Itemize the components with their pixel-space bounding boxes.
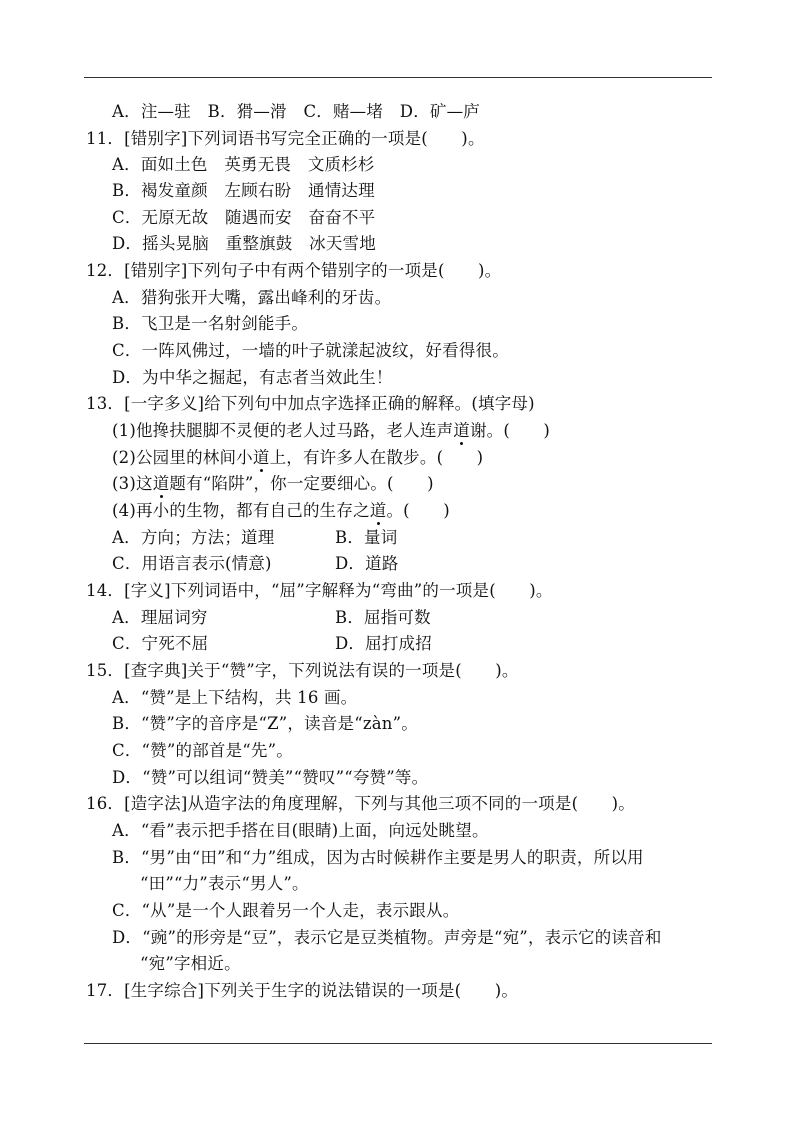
q13-s4-dotted-char: 道 bbox=[369, 501, 387, 520]
q13-s4-pre: (4)再小的生物，都有自己的生存之 bbox=[112, 501, 370, 520]
q13-s1-pre: (1)他搀扶腿脚不灵便的老人过马路，老人连声 bbox=[112, 421, 454, 440]
q13-s3-post: 题有“陷阱”，你一定要细心。( ) bbox=[169, 474, 434, 493]
q16-option-c: C．“从”是一个人跟着另一个人走，表示跟从。 bbox=[112, 901, 460, 920]
q11-option-c: C．无原无故 随遇而安 奋奋不平 bbox=[112, 208, 376, 227]
q15-option-d: D．“赞”可以组词“赞美”“赞叹”“夸赞”等。 bbox=[112, 768, 429, 787]
q12-option-a: A．猎狗张开大嘴，露出峰利的牙齿。 bbox=[112, 288, 392, 307]
q11-option-b: B．褐发童颜 左顾右盼 通情达理 bbox=[112, 181, 375, 200]
q13-sentence-1 bbox=[112, 420, 550, 442]
q16-option-d-line1: D．“豌”的形旁是“豆”，表示它是豆类植物。声旁是“宛”，表示它的读音和 bbox=[112, 928, 662, 947]
q14-option-b: B．屈指可数 bbox=[335, 608, 431, 627]
q13-s2-pre: (2)公园里的林间小 bbox=[112, 448, 253, 467]
q12-option-b: B．飞卫是一名射剑能手。 bbox=[112, 314, 309, 333]
q15-option-a: A．“赞”是上下结构，共 16 画。 bbox=[112, 688, 358, 707]
header-rule bbox=[84, 77, 712, 78]
q15-stem: 15．[查字典]关于“赞”字，下列说法有误的一项是( )。 bbox=[86, 661, 519, 680]
q11-stem: 11．[错别字]下列词语书写完全正确的一项是( )。 bbox=[86, 129, 485, 148]
q11-option-d: D．摇头晃脑 重整旗鼓 冰天雪地 bbox=[112, 234, 376, 253]
q13-s3-dotted-char: 道 bbox=[152, 474, 170, 493]
q14-option-d: D．屈打成招 bbox=[335, 634, 432, 653]
q13-stem: 13．[一字多义]给下列句中加点字选择正确的解释。(填字母) bbox=[86, 394, 535, 413]
q13-s1-post: 谢。( ) bbox=[469, 421, 551, 440]
q13-option-a: A．方向；方法；道理 bbox=[112, 528, 275, 547]
q13-option-c: C．用语言表示(情意) bbox=[112, 554, 272, 573]
q16-option-a: A．“看”表示把手搭在目(眼睛)上面，向远处眺望。 bbox=[112, 821, 489, 840]
q13-s2-post: 上，有许多人在散步。( ) bbox=[269, 448, 484, 467]
q13-sentence-2 bbox=[112, 447, 483, 469]
q13-s2-dotted-char: 道 bbox=[252, 448, 270, 467]
q14-option-c: C．宁死不屈 bbox=[112, 634, 209, 653]
q11-option-a: A．面如土色 英勇无畏 文质杉杉 bbox=[112, 155, 375, 174]
q17-stem: 17．[生字综合]下列关于生字的说法错误的一项是( )。 bbox=[86, 981, 519, 1000]
q13-s1-dotted-char: 道 bbox=[453, 421, 470, 440]
q13-option-d: D．道路 bbox=[335, 554, 399, 573]
q12-stem: 12．[错别字]下列句子中有两个错别字的一项是( )。 bbox=[86, 261, 502, 280]
q14-stem: 14．[字义]下列词语中，“屈”字解释为“弯曲”的一项是( )。 bbox=[86, 581, 553, 600]
q14-option-a: A．理屈词穷 bbox=[112, 608, 208, 627]
q13-s4-post: 。( ) bbox=[386, 501, 450, 520]
q10-options: A．注—驻 B．猾—滑 C．赌—堵 D．矿—庐 bbox=[112, 102, 480, 121]
q13-option-b: B．量词 bbox=[335, 528, 398, 547]
q13-sentence-3 bbox=[112, 473, 434, 495]
q13-s3-pre: (3)这 bbox=[112, 474, 153, 493]
q16-option-b-line2: “田”“力”表示“男人”。 bbox=[140, 874, 309, 893]
footer-rule bbox=[84, 1043, 712, 1044]
q12-option-c: C．一阵风佛过，一墙的叶子就漾起波纹，好看得很。 bbox=[112, 341, 509, 360]
q16-option-b-line1: B．“男”由“田”和“力”组成，因为古时候耕作主要是男人的职责，所以用 bbox=[112, 848, 644, 867]
q13-sentence-4 bbox=[112, 500, 450, 522]
q12-option-d: D．为中华之掘起，有志者当效此生！ bbox=[112, 368, 393, 387]
q16-stem: 16．[造字法]从造字法的角度理解，下列与其他三项不同的一项是( )。 bbox=[86, 794, 635, 813]
q15-option-c: C．“赞”的部首是“先”。 bbox=[112, 741, 293, 760]
q16-option-d-line2: “宛”字相近。 bbox=[140, 954, 241, 973]
q15-option-b: B．“赞”字的音序是“Z”，读音是“zàn”。 bbox=[112, 714, 418, 733]
